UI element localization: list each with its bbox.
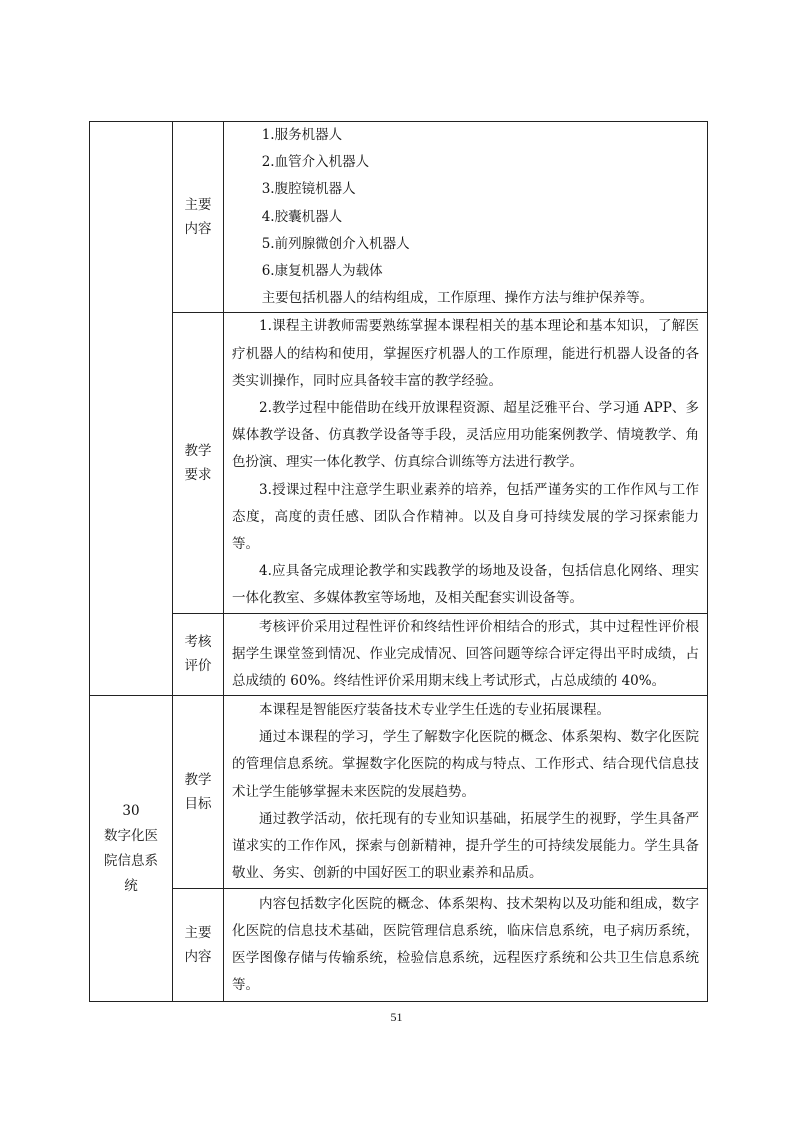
- category-label: 主要: [184, 925, 212, 942]
- course-cell-continued: [90, 122, 173, 696]
- page-number: 51: [390, 1010, 403, 1024]
- paragraph: 主要包括机器人的结构组成，工作原理、操作方法与维护保养等。: [261, 290, 654, 307]
- paragraph: 4.应具备完成理论教学和实践教学的场地及设备，包括信息化网络、理实一体化教室、多媒体教室等场地，及相关配套实训设备等。: [232, 563, 699, 607]
- paragraph: 考核评价采用过程性评价和终结性评价相结合的形式，其中过程性评价根据学生课堂签到情况、作业完成情况、回答问题等综合评定得出平时成绩，占总成绩的 60%。终结性评价采用期末线上考试形式，占总成绩的 40%。: [232, 618, 699, 690]
- paragraph: 通过教学活动，依托现有的专业知识基础，拓展学生的视野，学生具备严谨求实的工作作风，探索与创新精神，提升学生的可持续发展能力。学生具备敬业、务实、创新的中国好医工的职业素养和品质。: [232, 810, 699, 882]
- list-item: 2.血管介入机器人: [261, 154, 370, 171]
- category-label: 教学: [184, 772, 212, 789]
- category-label: 要求: [184, 467, 212, 484]
- category-label: 考核: [184, 634, 212, 651]
- course-name-line: 数字化医: [104, 827, 158, 844]
- course-number: 30: [122, 802, 140, 819]
- category-label: 主要: [184, 197, 212, 214]
- table-row: [90, 613, 708, 696]
- list-item: 4.胶囊机器人: [261, 208, 343, 225]
- content-cell: [224, 613, 708, 696]
- category-cell: [173, 889, 224, 1002]
- table-row: [90, 889, 708, 1002]
- category-cell: [173, 696, 224, 889]
- category-label: 内容: [184, 949, 212, 966]
- list-item: 5.前列腺微创介入机器人: [261, 235, 410, 252]
- category-label: 目标: [184, 796, 212, 813]
- curriculum-table: [89, 121, 708, 1002]
- category-cell: [173, 122, 224, 313]
- content-cell: [224, 696, 708, 889]
- category-label: 教学: [184, 443, 212, 460]
- list-item: 3.腹腔镜机器人: [261, 181, 356, 198]
- course-name-line: 院信息系: [104, 852, 158, 869]
- table-row: [90, 122, 708, 313]
- course-cell: [90, 696, 173, 1002]
- paragraph: 3.授课过程中注意学生职业素养的培养，包括严谨务实的工作作风与工作态度，高度的责任感、团队合作精神。以及自身可持续发展的学习探索能力等。: [232, 481, 699, 553]
- content-cell: [224, 889, 708, 1002]
- table-row: [90, 696, 708, 889]
- list-item: 6.康复机器人为载体: [261, 263, 383, 280]
- paragraph: 1.课程主讲教师需要熟练掌握本课程相关的基本理论和基本知识，了解医疗机器人的结构和使用，掌握医疗机器人的工作原理，能进行机器人设备的各类实训操作，同时应具备较丰富的教学经验。: [232, 318, 699, 389]
- table-row: [90, 313, 708, 613]
- course-name-line: 统: [124, 877, 138, 894]
- category-cell: [173, 313, 224, 613]
- category-cell: [173, 613, 224, 696]
- paragraph: 通过本课程的学习，学生了解数字化医院的概念、体系架构、数字化医院的管理信息系统。掌握数字化医院的构成与特点、工作形式、结合现代信息技术让学生能够掌握未来医院的发展趋势。: [232, 729, 699, 800]
- content-cell: [224, 122, 708, 313]
- paragraph: 2.教学过程中能借助在线开放课程资源、超星泛雅平台、学习通 APP、多媒体教学设备、仿真教学设备等手段，灵活应用功能案例教学、情境教学、角色扮演、理实一体化教学、仿真综合训练等方法进行教学。: [232, 400, 699, 471]
- category-label: 内容: [184, 221, 212, 238]
- category-label: 评价: [184, 658, 212, 675]
- list-item: 1.服务机器人: [261, 127, 343, 143]
- paragraph: 内容包括数字化医院的概念、体系架构、技术架构以及功能和组成，数字化医院的信息技术基础，医院管理信息系统，临床信息系统，电子病历系统，医学图像存储与传输系统，检验信息系统，远程医疗系统和公共卫生信息系统等。: [232, 895, 699, 994]
- content-cell: [224, 313, 708, 613]
- paragraph: 本课程是智能医疗装备技术专业学生任选的专业拓展课程。: [259, 702, 610, 719]
